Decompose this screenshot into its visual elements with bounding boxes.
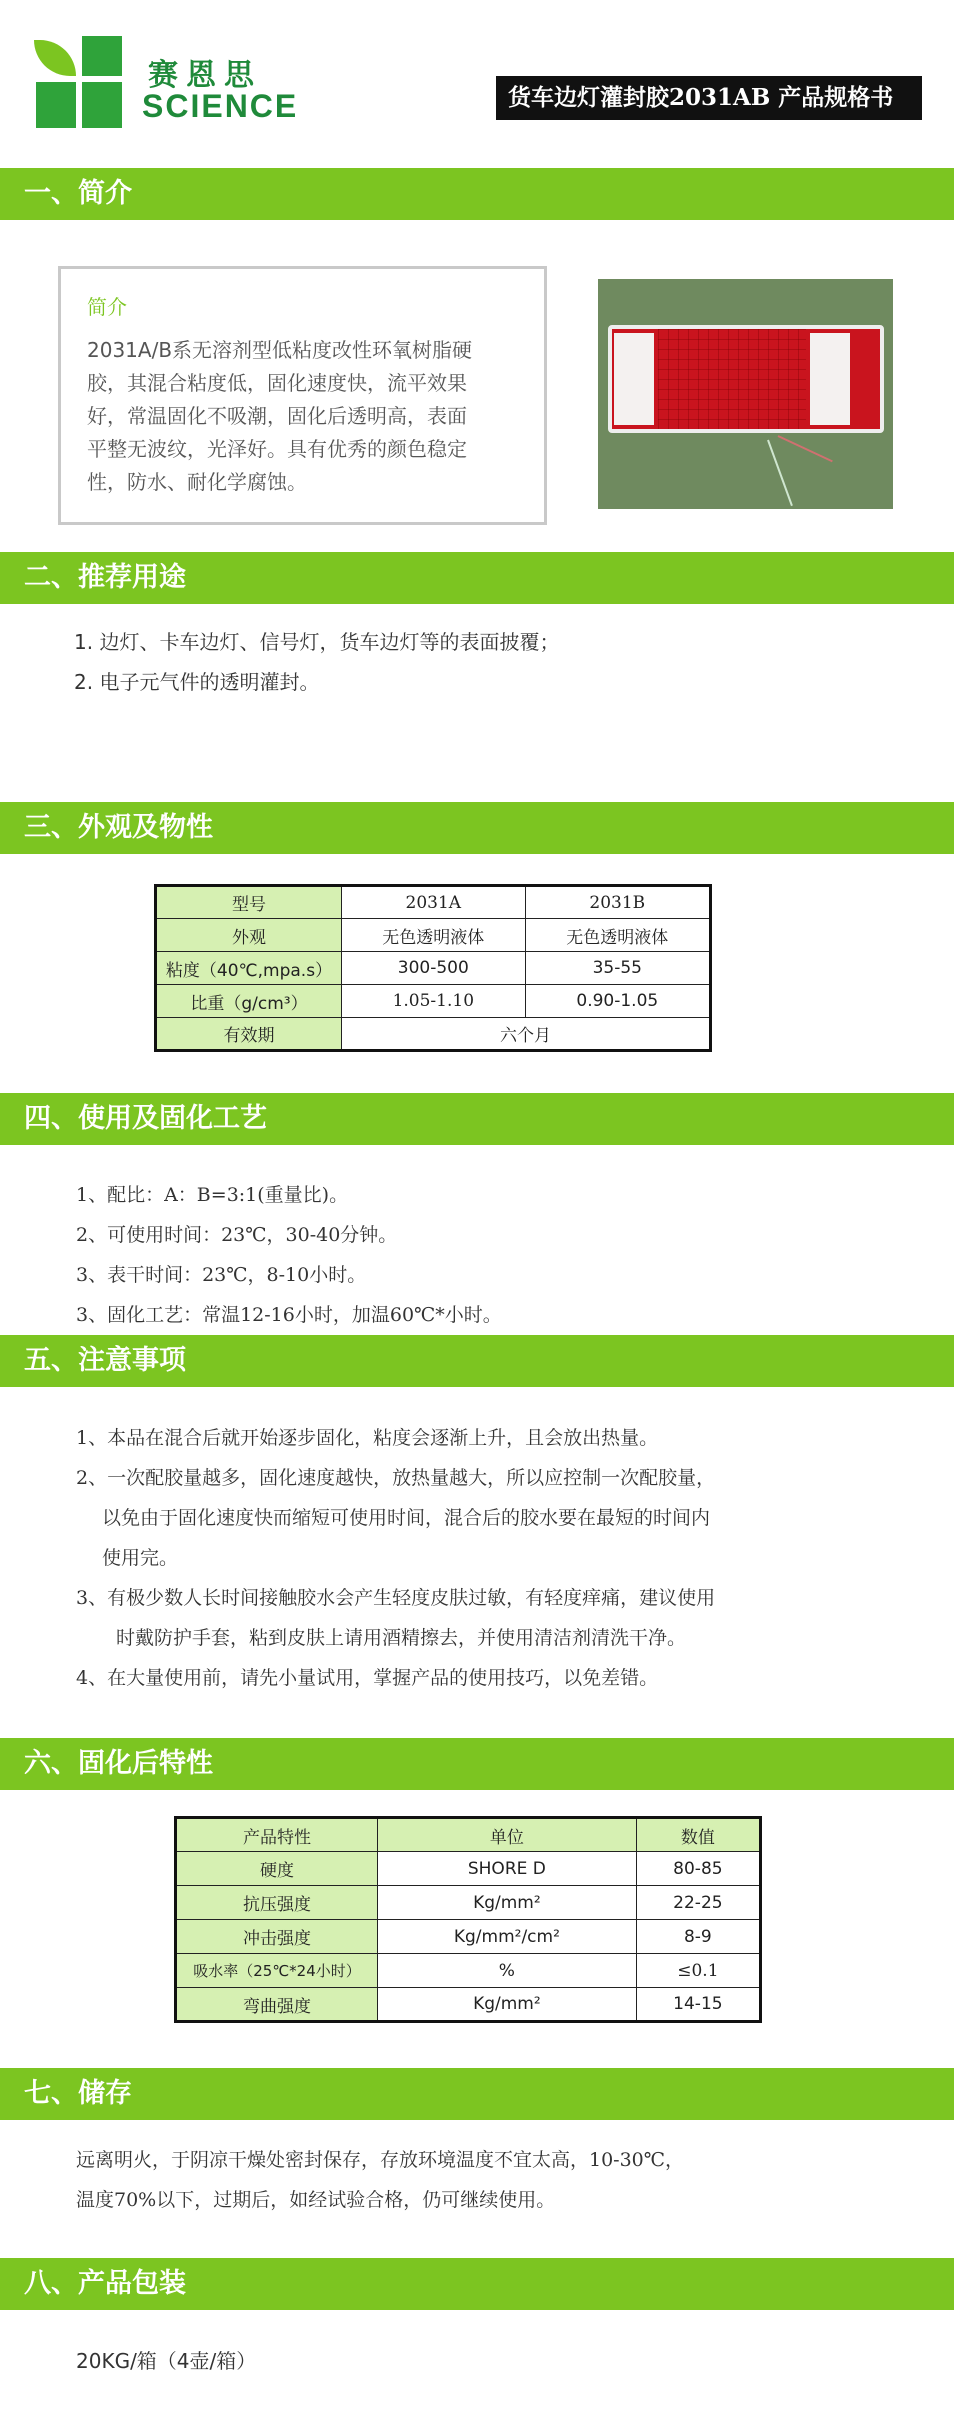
table-row: 硬度 SHORE D 80-85 [176, 1852, 761, 1886]
table-row: 粘度（40℃,mpa.s） 300-500 35-55 [156, 952, 711, 985]
process-list [76, 1175, 502, 1335]
logo-leaf-icon [34, 40, 76, 76]
document-title: 货车边灯灌封胶2031AB 产品规格书 [496, 76, 922, 120]
intro-text: 2031A/B系无溶剂型低粘度改性环氧树脂硬 胶，其混合粘度低，固化速度快，流平效果 好，常温固化不吸潮，固化后透明高，表面 平整无波纹，光泽好。具有优秀的颜色稳定 性，防水、耐化学腐蚀。 [87, 338, 473, 494]
section-intro-header: 一、简介 [0, 168, 954, 220]
list-item: 1. 边灯、卡车边灯、信号灯，货车边灯等的表面披覆； [74, 630, 560, 654]
table-row: 弯曲强度 Kg/mm² 14-15 [176, 1988, 761, 2022]
uses-list [74, 622, 559, 702]
section-uses-header: 二、推荐用途 [0, 552, 954, 604]
brand-name-en: SCIENCE [142, 88, 299, 124]
list-item: 2、可使用时间：23℃，30-40分钟。 [76, 1224, 398, 1246]
table-row: 冲击强度 Kg/mm²/cm² 8-9 [176, 1920, 761, 1954]
section-props-header: 三、外观及物性 [0, 802, 954, 854]
section-package-header: 八、产品包装 [0, 2258, 954, 2310]
list-item: 4、在大量使用前，请先小量试用，掌握产品的使用技巧，以免差错。 [76, 1667, 659, 1689]
list-item: 3、表干时间：23℃，8-10小时。 [76, 1264, 367, 1286]
properties-table [154, 884, 712, 1052]
section-process-header: 四、使用及固化工艺 [0, 1093, 954, 1145]
table-row: 外观 无色透明液体 无色透明液体 [156, 919, 711, 952]
package-text: 20KG/箱（4壶/箱） [76, 2349, 257, 2373]
table-row: 型号 2031A 2031B [156, 886, 711, 919]
section-cured-header: 六、固化后特性 [0, 1738, 954, 1790]
table-header-row: 产品特性 单位 数值 [176, 1818, 761, 1852]
product-photo [598, 279, 893, 509]
storage-text: 远离明火，于阴凉干燥处密封保存，存放环境温度不宜太高，10-30℃， 温度70%以下，过期后，如经试验合格，仍可继续使用。 [76, 2149, 685, 2211]
table-row: 比重（g/cm³） 1.05-1.10 0.90-1.05 [156, 985, 711, 1018]
list-item: 1、配比：A：B=3:1(重量比)。 [76, 1184, 349, 1206]
cured-properties-table [174, 1816, 762, 2023]
list-item: 以免由于固化速度快而缩短可使用时间，混合后的胶水要在最短的时间内 [102, 1507, 711, 1529]
table-row: 有效期 六个月 [156, 1018, 711, 1051]
list-item: 2、一次配胶量越多，固化速度越快，放热量越大，所以应控制一次配胶量， [76, 1467, 716, 1489]
intro-heading: 简介 [87, 295, 127, 319]
list-item: 3、有极少数人长时间接触胶水会产生轻度皮肤过敏，有轻度痒痛，建议使用 [76, 1587, 716, 1609]
table-row: 吸水率（25℃*24小时） % ≤0.1 [176, 1954, 761, 1988]
notes-list [76, 1418, 715, 1698]
brand-logo [30, 36, 299, 136]
brand-name-cn: 赛恩思 [148, 58, 262, 93]
section-storage-header: 七、储存 [0, 2068, 954, 2120]
list-item: 1、本品在混合后就开始逐步固化，粘度会逐渐上升，且会放出热量。 [76, 1427, 659, 1449]
intro-box [58, 266, 547, 525]
tail-lamp-image [608, 325, 884, 433]
list-item: 时戴防护手套，粘到皮肤上请用酒精擦去，并使用清洁剂清洗干净。 [116, 1627, 687, 1649]
list-item: 3、固化工艺：常温12-16小时，加温60℃*小时。 [76, 1304, 502, 1326]
list-item: 2. 电子元气件的透明灌封。 [74, 670, 320, 694]
section-notes-header: 五、注意事项 [0, 1335, 954, 1387]
list-item: 使用完。 [102, 1547, 179, 1569]
table-row: 抗压强度 Kg/mm² 22-25 [176, 1886, 761, 1920]
